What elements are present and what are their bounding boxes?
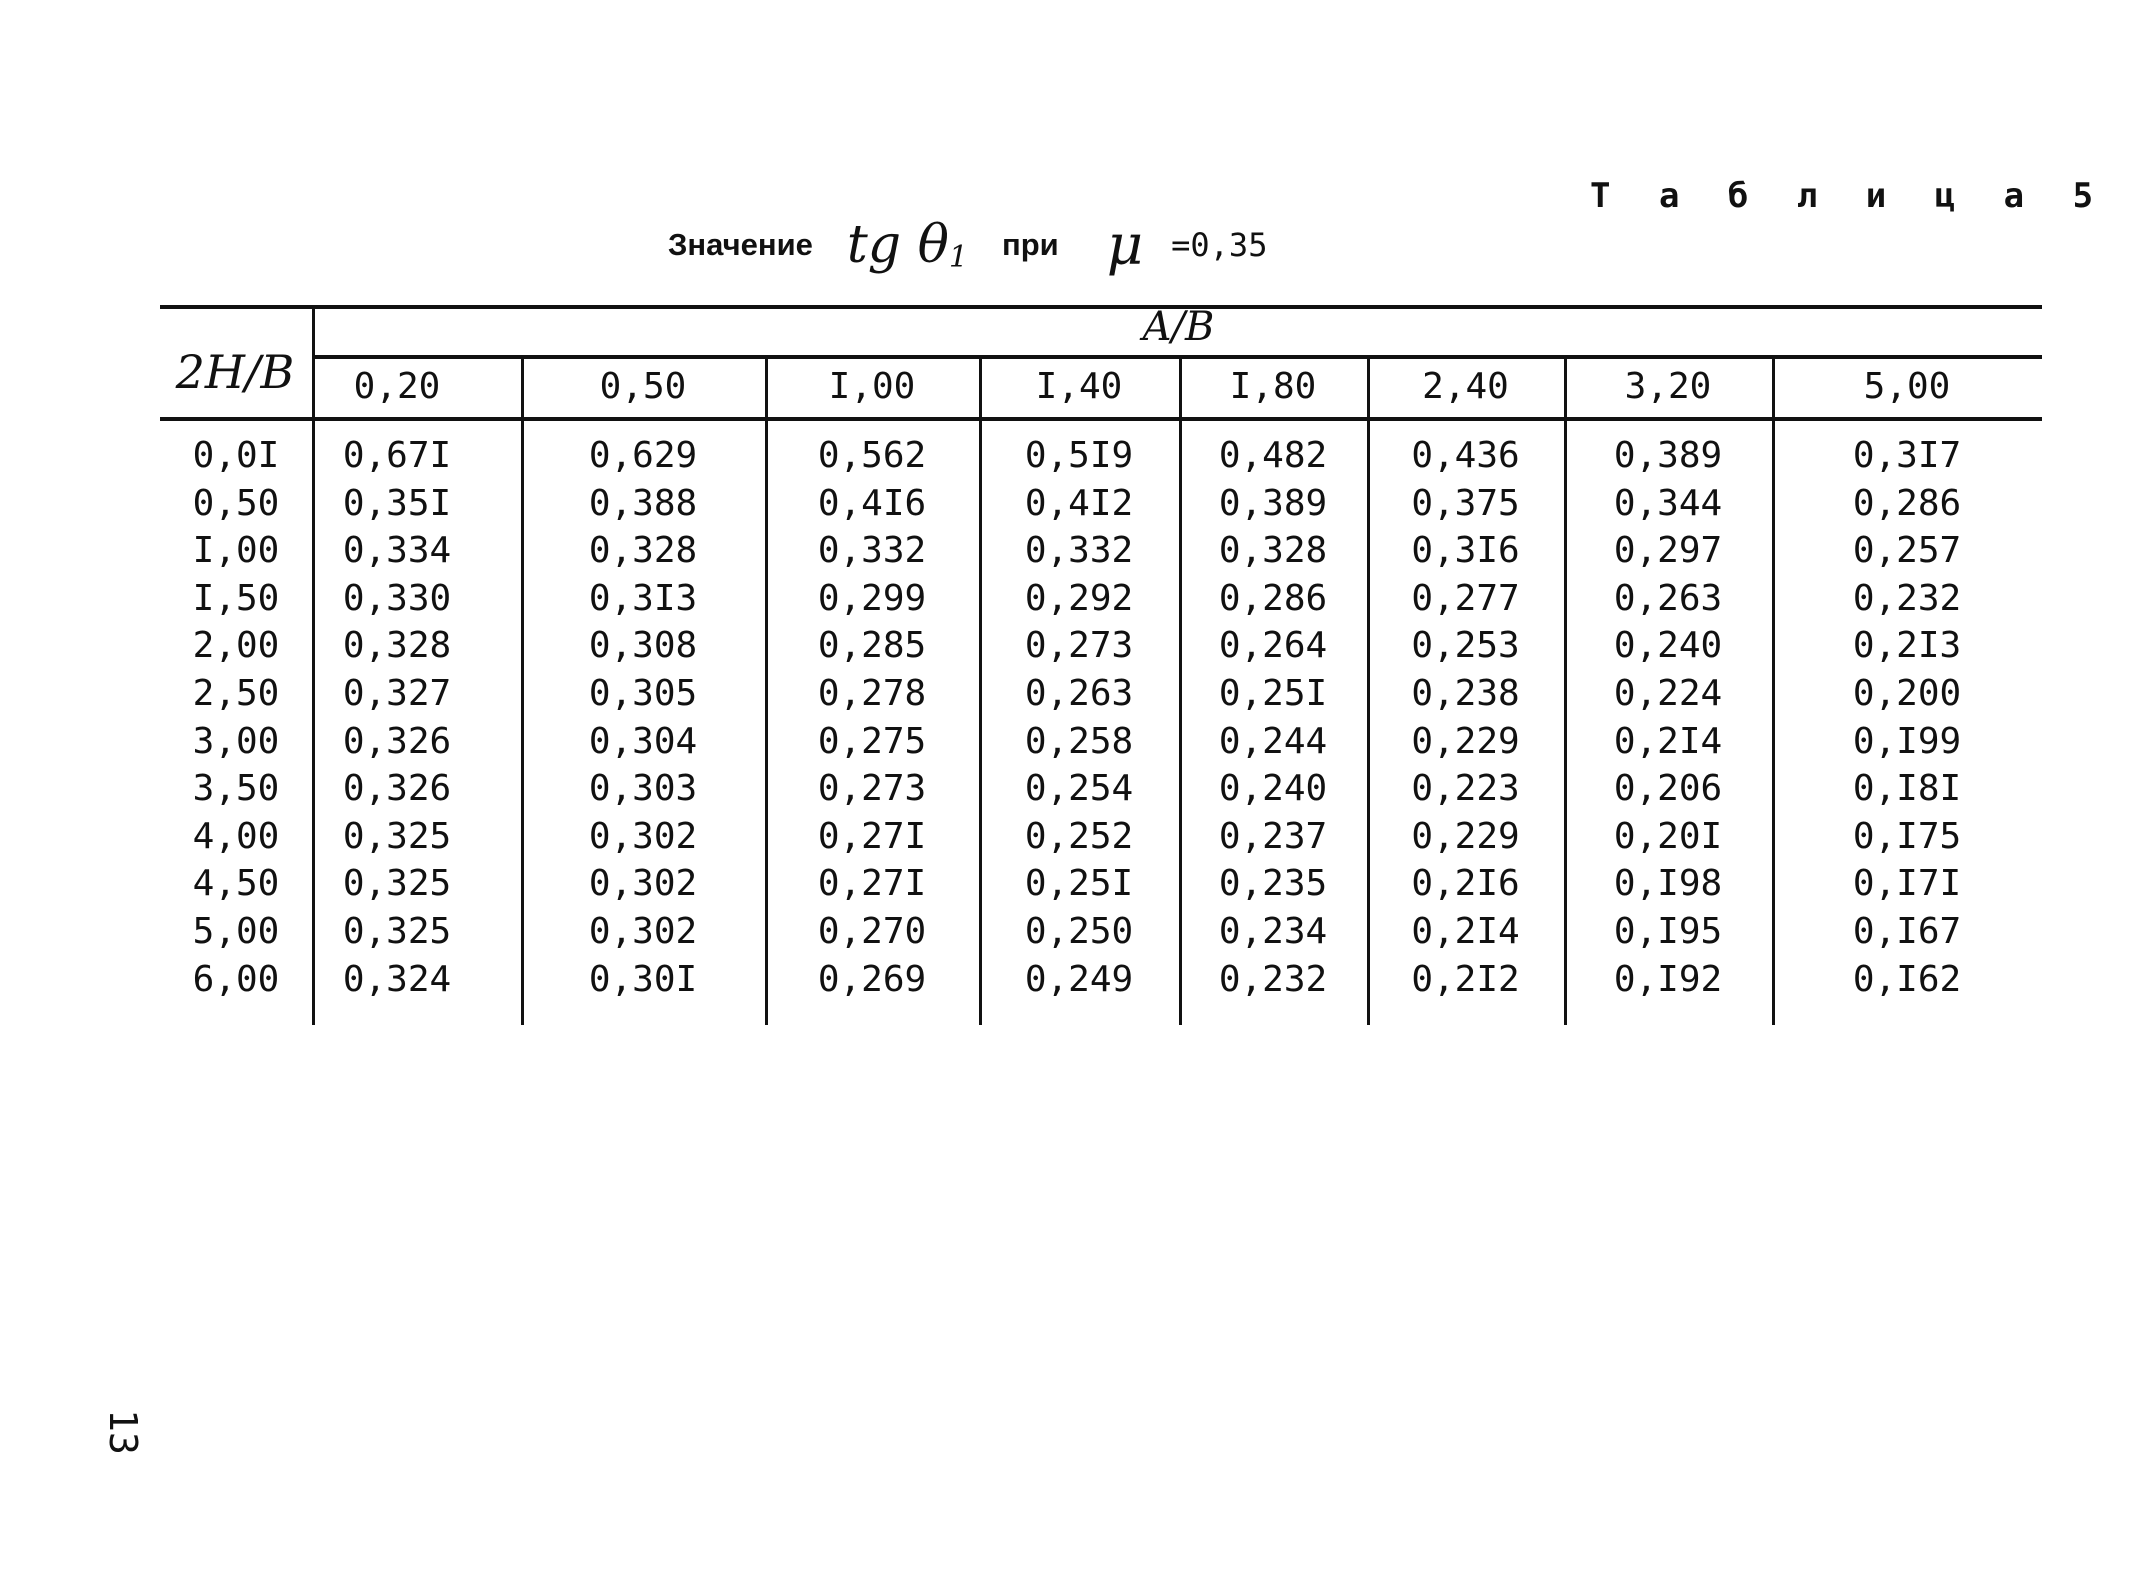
table-cell: 0,297 [1613,530,1723,572]
table-cell: 0,330 [342,577,452,619]
column-header: 3,20 [1624,366,1712,407]
table-cell: 0,286 [1218,577,1328,619]
row-key: 3,50 [192,768,280,810]
row-key: 0,0I [192,435,280,476]
table-cell: 0,244 [1218,720,1328,762]
table-cell: 0,I95 [1613,911,1723,952]
table-cell: 0,302 [588,911,698,952]
table-cell: 0,629 [588,435,698,476]
group-header-rule [313,355,2042,359]
table-cell: 0,375 [1411,482,1520,524]
table-cell: 0,305 [588,673,698,714]
table-cell: 0,229 [1411,720,1520,762]
table-caption [668,200,1267,290]
table-cell: 0,334 [342,530,452,572]
row-key: 2,00 [192,625,280,667]
table-cell: 0,I92 [1613,958,1723,1000]
table-cell: 0,240 [1218,768,1328,810]
table-label: Т а б л и ц а 5 [1590,176,2108,216]
table-cell: 0,328 [342,625,452,667]
table-cell: 0,389 [1613,435,1723,476]
table-cell: 0,2I6 [1411,863,1520,905]
table-cell: 0,I8I [1852,768,1962,810]
table-cell: 0,303 [588,768,698,810]
row-key: 2,50 [192,673,280,714]
data-table [160,305,2042,1025]
table-cell: 0,200 [1852,673,1962,714]
table-cell: 0,20I [1613,815,1723,857]
table-cell: 0,237 [1218,815,1328,857]
table-cell: 0,67I [342,435,452,476]
table-cell: 0,273 [1024,625,1134,667]
table-cell: 0,328 [588,530,698,572]
table-cell: 0,389 [1218,482,1328,524]
table-cell: 0,235 [1218,863,1328,905]
table-cell: 0,250 [1024,911,1134,952]
table-cell: 0,I98 [1613,863,1723,905]
table-cell: 0,292 [1024,577,1134,619]
table-cell: 0,3I3 [588,577,698,619]
table-cell: 0,562 [817,435,927,476]
table-cell: 0,302 [588,863,698,905]
page-number: 13 [100,1409,145,1455]
table-cell: 0,304 [588,720,698,762]
row-key: I,50 [192,577,280,619]
table-cell: 0,326 [342,768,452,810]
table-cell: 0,232 [1852,577,1962,619]
table-cell: 0,258 [1024,720,1134,762]
caption-prefix: Значение [668,227,813,262]
table-cell: 0,326 [342,720,452,762]
row-key: 4,50 [192,863,280,905]
caption-symbol-subscript: 1 [948,239,968,275]
table-cell: 0,270 [817,911,927,952]
table-cell: 0,286 [1852,482,1962,524]
row-key: I,00 [192,530,280,572]
row-header-title: 2H/B [175,345,295,399]
table-cell: 0,324 [342,958,452,1000]
table-cell: 0,252 [1024,815,1134,857]
row-key: 4,00 [192,815,280,857]
table-cell: 0,325 [342,815,452,857]
table-cell: 0,332 [817,530,927,572]
table-cell: 0,4I6 [817,482,927,524]
column-header: I,40 [1035,366,1123,407]
caption-param-symbol: μ [1106,212,1144,278]
table-cell: 0,285 [817,625,927,667]
table-cell: 0,3I6 [1411,530,1520,572]
column-header: 5,00 [1863,366,1951,407]
table-cell: 0,I99 [1852,720,1962,762]
table-cell: 0,344 [1613,482,1723,524]
table-cell: 0,I7I [1852,863,1962,905]
table-cell: 0,299 [817,577,927,619]
table-cell: 0,482 [1218,435,1328,476]
table-cell: 0,273 [817,768,927,810]
row-key: 6,00 [192,958,280,1000]
table-cell: 0,254 [1024,768,1134,810]
table-cell: 0,325 [342,911,452,952]
table-cell: 0,327 [342,673,452,714]
column-header: I,80 [1229,366,1317,407]
table-cell: 0,206 [1613,768,1723,810]
table-cell: 0,388 [588,482,698,524]
table-cell: 0,I75 [1852,815,1962,857]
caption-word: при [1002,227,1059,262]
column-header: 0,20 [353,366,441,407]
table-cell: 0,232 [1218,958,1328,1000]
row-key: 0,50 [192,482,280,524]
table-cell: 0,325 [342,863,452,905]
table-cell: 0,229 [1411,815,1520,857]
table-cell: 0,3I7 [1852,435,1962,476]
table-cell: 0,2I4 [1411,911,1520,952]
table-cell: 0,234 [1218,911,1328,952]
table-cell: 0,4I2 [1024,482,1134,524]
table-cell: 0,332 [1024,530,1134,572]
table-cell: 0,263 [1024,673,1134,714]
table-cell: 0,27I [817,863,927,905]
table-cell: 0,308 [588,625,698,667]
table-cell: 0,35I [342,482,452,524]
table-cell: 0,257 [1852,530,1962,572]
table-cell: 0,253 [1411,625,1520,667]
table-cell: 0,275 [817,720,927,762]
table-cell: 0,264 [1218,625,1328,667]
table-cell: 0,I67 [1852,911,1962,952]
table-cell: 0,436 [1411,435,1520,476]
header-bottom-rule [160,417,2042,421]
column-header: I,00 [828,366,916,407]
table-cell: 0,328 [1218,530,1328,572]
column-group-header: A/B [1142,304,1215,350]
table-cell: 0,25I [1024,863,1134,905]
table-cell: 0,27I [817,815,927,857]
table-cell: 0,2I3 [1852,625,1962,667]
column-header: 0,50 [599,366,687,407]
column-header: 2,40 [1422,366,1509,407]
table-cell: 0,263 [1613,577,1723,619]
table-cell: 0,240 [1613,625,1723,667]
table-cell: 0,238 [1411,673,1520,714]
caption-symbol: tg θ [846,215,949,275]
row-key: 5,00 [192,911,280,952]
table-cell: 0,224 [1613,673,1723,714]
table-cell: 0,249 [1024,958,1134,1000]
table-cell: 0,302 [588,815,698,857]
table-cell: 0,277 [1411,577,1520,619]
caption-param-value: =0,35 [1171,226,1268,264]
table-cell: 0,25I [1218,673,1328,714]
table-cell: 0,2I4 [1613,720,1723,762]
table-cell: 0,269 [817,958,927,1000]
row-key: 3,00 [192,720,280,762]
table-cell: 0,223 [1411,768,1520,810]
table-cell: 0,I62 [1852,958,1962,1000]
table-cell: 0,278 [817,673,927,714]
table-cell: 0,5I9 [1024,435,1134,476]
table-cell: 0,30I [588,958,698,1000]
table-cell: 0,2I2 [1411,958,1520,1000]
